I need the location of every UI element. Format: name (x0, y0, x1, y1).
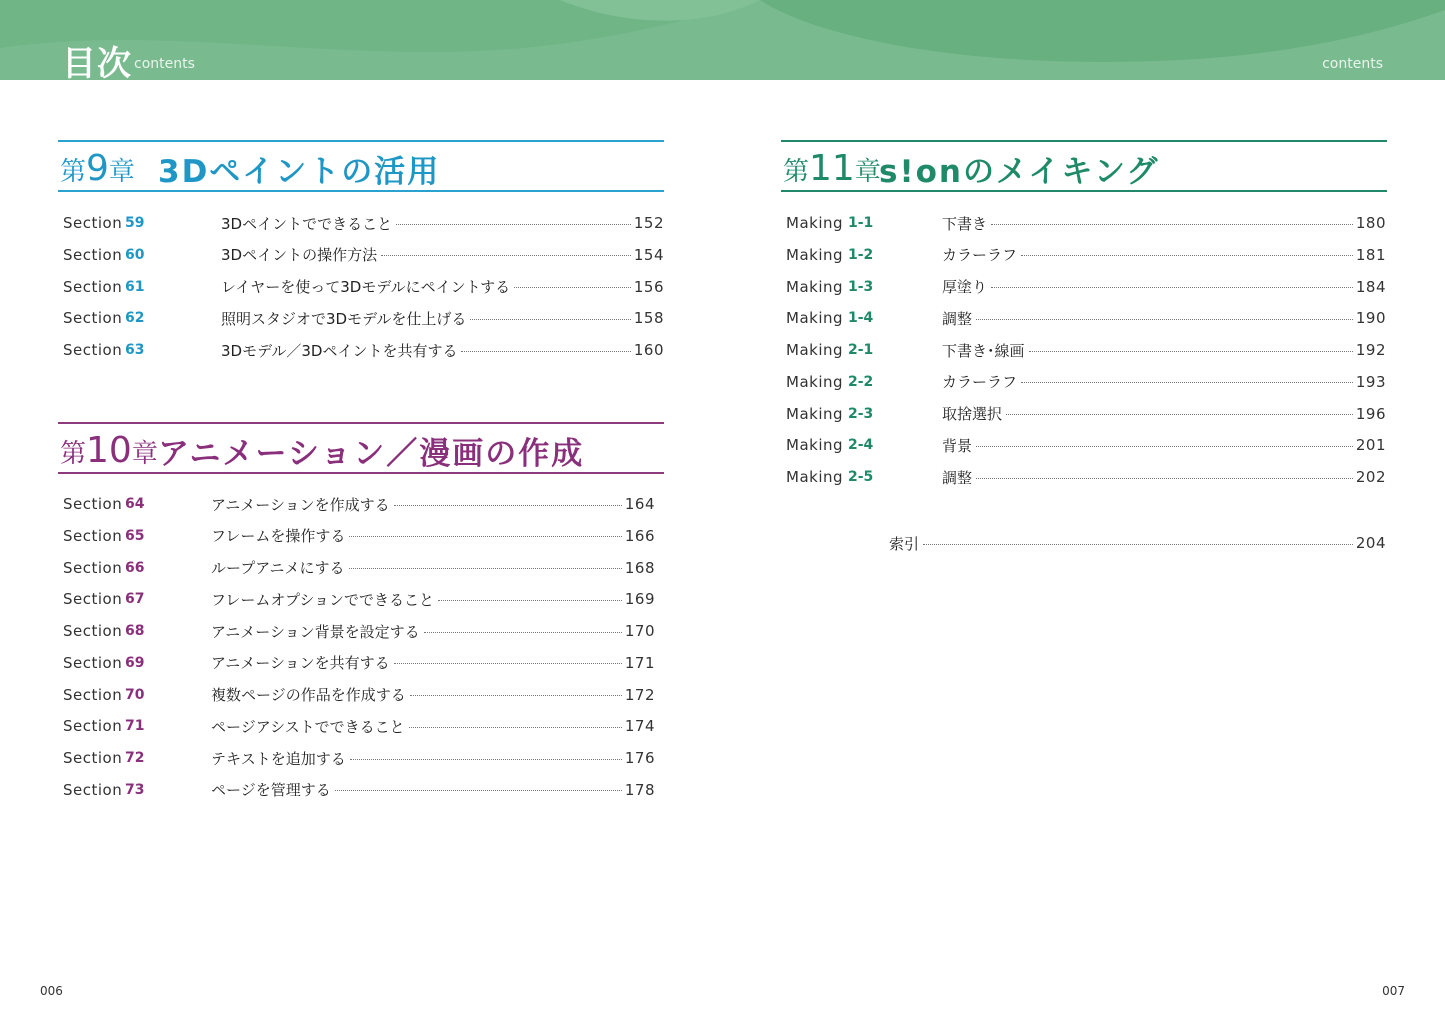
toc-entry[interactable] (63, 588, 655, 610)
toc-entry-page: 166 (624, 526, 655, 545)
toc-entry-page: 181 (1355, 245, 1386, 264)
leader-dots (381, 255, 631, 256)
toc-entry-title: カラーラフ (942, 246, 1018, 265)
toc-entry-title: フレームオプションでできること (211, 590, 435, 609)
toc-entry[interactable] (786, 371, 1386, 393)
toc-entry-label: Making (786, 436, 844, 455)
toc-entry-number: 65 (125, 527, 145, 544)
leader-dots (976, 319, 1353, 320)
toc-entry-number: 72 (125, 750, 145, 766)
toc-entry-number: 70 (125, 686, 145, 703)
toc-entry-label: Section (63, 653, 123, 672)
toc-entry-page: 160 (633, 341, 664, 359)
toc-entry-label: Section (63, 309, 123, 328)
leader-dots (470, 319, 631, 320)
toc-entry-number: 63 (125, 342, 145, 358)
toc-entry-label: Section (63, 277, 123, 296)
toc-entry[interactable] (786, 466, 1386, 488)
toc-entry-number: 73 (125, 781, 145, 798)
toc-entry-number: 68 (125, 623, 145, 639)
toc-entry-title: 照明スタジオで3Dモデルを仕上げる (221, 309, 467, 328)
toc-entry-number: 1-4 (848, 310, 874, 327)
toc-entry[interactable] (786, 434, 1386, 456)
header-wave-decoration (0, 0, 1445, 80)
toc-entry-number: 1-3 (848, 278, 874, 295)
toc-entry[interactable] (63, 652, 655, 674)
leader-dots (349, 536, 621, 537)
toc-entry-label: Section (63, 341, 123, 359)
toc-entry-number: 61 (125, 278, 145, 295)
toc-entry-title: 下書き･線画 (942, 341, 1025, 360)
toc-entry-title: 下書き (942, 214, 988, 233)
chapter-number: 第10章 (60, 430, 158, 471)
leader-dots (514, 287, 631, 288)
toc-entry[interactable] (786, 307, 1386, 329)
toc-entry-title: カラーラフ (942, 373, 1018, 392)
leader-dots (349, 568, 622, 569)
toc-entry-page: 172 (624, 685, 655, 704)
index-title: 索引 (889, 534, 920, 553)
toc-entry[interactable] (63, 244, 664, 266)
toc-entry-label: Section (63, 685, 123, 704)
toc-entry-number: 71 (125, 718, 145, 735)
toc-entry-title: 3Dペイントの操作方法 (221, 246, 378, 265)
page-subtitle-right: contents (1322, 56, 1383, 72)
toc-entry-title: アニメーション背景を設定する (211, 622, 420, 641)
chapter-title: アニメーション／漫画の作成 (158, 436, 585, 472)
page-subtitle-left: contents (134, 56, 195, 72)
toc-entry-number: 2-2 (848, 373, 874, 390)
toc-entry-page: 158 (633, 309, 664, 328)
leader-dots (991, 287, 1353, 288)
toc-entry-page: 171 (624, 653, 655, 672)
leader-dots (438, 600, 622, 601)
folio-left: 006 (40, 984, 63, 998)
leader-dots (1006, 414, 1353, 415)
toc-entry-title: 背景 (942, 436, 973, 455)
toc-entry-title: ページアシストでできること (211, 717, 405, 736)
toc-entry-page: 180 (1355, 214, 1386, 232)
toc-entry-page: 184 (1355, 277, 1386, 296)
leader-dots (394, 663, 622, 664)
toc-entry-title: アニメーションを作成する (211, 495, 390, 514)
toc-entry-number: 62 (125, 310, 145, 327)
toc-entry-label: Section (63, 622, 123, 640)
toc-entry[interactable] (63, 276, 664, 298)
toc-entry-label: Making (786, 309, 844, 328)
toc-entry-title: 調整 (942, 468, 973, 487)
toc-entry-page: 170 (624, 622, 655, 640)
toc-entry-number: 69 (125, 654, 145, 671)
toc-entry-page: 176 (624, 749, 655, 767)
toc-entry-label: Section (63, 749, 123, 767)
toc-entry[interactable] (786, 244, 1386, 266)
toc-entry-label: Making (786, 404, 844, 423)
toc-entry-number: 60 (125, 246, 145, 263)
toc-entry-title: 取捨選択 (942, 405, 1003, 423)
toc-entry-title: 厚塗り (942, 278, 988, 296)
toc-entry-label: Making (786, 245, 844, 264)
leader-dots (976, 478, 1353, 479)
toc-entry-page: 202 (1355, 468, 1386, 486)
chapter-heading (781, 140, 1387, 192)
toc-entry-number: 64 (125, 496, 145, 512)
toc-entry-title: テキストを追加する (211, 749, 346, 768)
leader-dots (1029, 351, 1353, 352)
toc-entry-label: Making (786, 372, 844, 391)
toc-entry-title: 3Dモデル／3Dペイントを共有する (221, 341, 458, 360)
toc-entry-page: 152 (633, 214, 664, 232)
toc-entry-number: 2-1 (848, 342, 874, 358)
toc-entry-label: Making (786, 468, 844, 486)
toc-entry[interactable] (63, 620, 655, 642)
toc-entry-label: Section (63, 717, 123, 736)
toc-entry[interactable] (63, 525, 655, 547)
toc-entry-number: 2-5 (848, 469, 874, 485)
toc-entry-number: 1-2 (848, 246, 874, 263)
leader-dots (976, 446, 1353, 447)
toc-entry-page: 196 (1355, 404, 1386, 423)
toc-entry-page: 178 (624, 780, 655, 799)
toc-entry-title: ページを管理する (211, 781, 331, 800)
toc-entry-number: 67 (125, 591, 145, 608)
chapter-title: 3Dペイントの活用 (158, 154, 441, 190)
index-page: 204 (1355, 534, 1386, 552)
leader-dots (923, 544, 1353, 545)
leader-dots (424, 632, 622, 633)
chapter-heading (58, 140, 664, 192)
toc-entry-label: Making (786, 277, 844, 296)
toc-entry-number: 2-3 (848, 405, 874, 422)
toc-entry-title: 3Dペイントでできること (221, 214, 393, 233)
toc-entry-label: Section (63, 558, 123, 577)
toc-entry[interactable] (63, 779, 655, 801)
chapter-number: 第9章 (60, 148, 135, 189)
leader-dots (991, 224, 1353, 225)
toc-entry-page: 164 (624, 495, 655, 513)
toc-entry-title: ループアニメにする (211, 559, 345, 577)
toc-entry-title: レイヤーを使って3Dモデルにペイントする (221, 278, 511, 296)
leader-dots (396, 224, 631, 225)
toc-entry-label: Making (786, 214, 844, 232)
toc-entry-number: 66 (125, 559, 145, 576)
toc-entry[interactable] (63, 339, 664, 361)
leader-dots (335, 790, 622, 791)
toc-entry-page: 193 (1355, 372, 1386, 391)
toc-entry-label: Section (63, 495, 123, 513)
toc-entry-page: 192 (1355, 341, 1386, 359)
toc-entry-page: 201 (1355, 436, 1386, 455)
toc-entry[interactable] (63, 715, 655, 737)
toc-entry-number: 1-1 (848, 215, 874, 231)
toc-entry-title: フレームを操作する (211, 527, 346, 546)
toc-entry-number: 2-4 (848, 437, 874, 454)
toc-entry-page: 168 (624, 558, 655, 577)
toc-entry-label: Making (786, 341, 844, 359)
toc-entry-label: Section (63, 214, 123, 232)
toc-entry[interactable] (63, 493, 655, 515)
chapter-heading (58, 422, 664, 474)
folio-right: 007 (1382, 984, 1405, 998)
toc-entry-page: 154 (633, 245, 664, 264)
page-title: 目次 (62, 44, 132, 80)
toc-entry-page: 169 (624, 590, 655, 609)
toc-entry-title: 複数ページの作品を作成する (211, 686, 406, 704)
toc-entry-title: アニメーションを共有する (211, 654, 390, 673)
page-header (0, 0, 1445, 80)
leader-dots (461, 351, 630, 352)
leader-dots (350, 759, 622, 760)
toc-entry-page: 190 (1355, 309, 1386, 328)
leader-dots (410, 695, 622, 696)
toc-entry-label: Section (63, 245, 123, 264)
toc-entry-title: 調整 (942, 309, 973, 328)
toc-entry[interactable] (63, 212, 664, 234)
toc-entry[interactable] (63, 747, 655, 769)
toc-entry[interactable] (786, 339, 1386, 361)
toc-entry-label: Section (63, 780, 123, 799)
toc-entry-page: 156 (633, 277, 664, 296)
toc-entry[interactable] (63, 684, 655, 706)
leader-dots (1021, 255, 1353, 256)
toc-entry[interactable] (786, 212, 1386, 234)
toc-entry[interactable] (786, 403, 1386, 425)
chapter-number: 第11章 (783, 148, 881, 189)
leader-dots (1021, 382, 1353, 383)
toc-entry[interactable] (63, 557, 655, 579)
toc-entry[interactable] (63, 307, 664, 329)
toc-entry-page: 174 (624, 717, 655, 736)
index-entry[interactable] (889, 532, 1386, 554)
chapter-title: s!onのメイキング (879, 154, 1160, 190)
toc-entry[interactable] (786, 276, 1386, 298)
leader-dots (409, 727, 622, 728)
toc-entry-label: Section (63, 526, 123, 545)
leader-dots (394, 505, 622, 506)
toc-entry-number: 59 (125, 215, 145, 231)
toc-entry-label: Section (63, 590, 123, 609)
